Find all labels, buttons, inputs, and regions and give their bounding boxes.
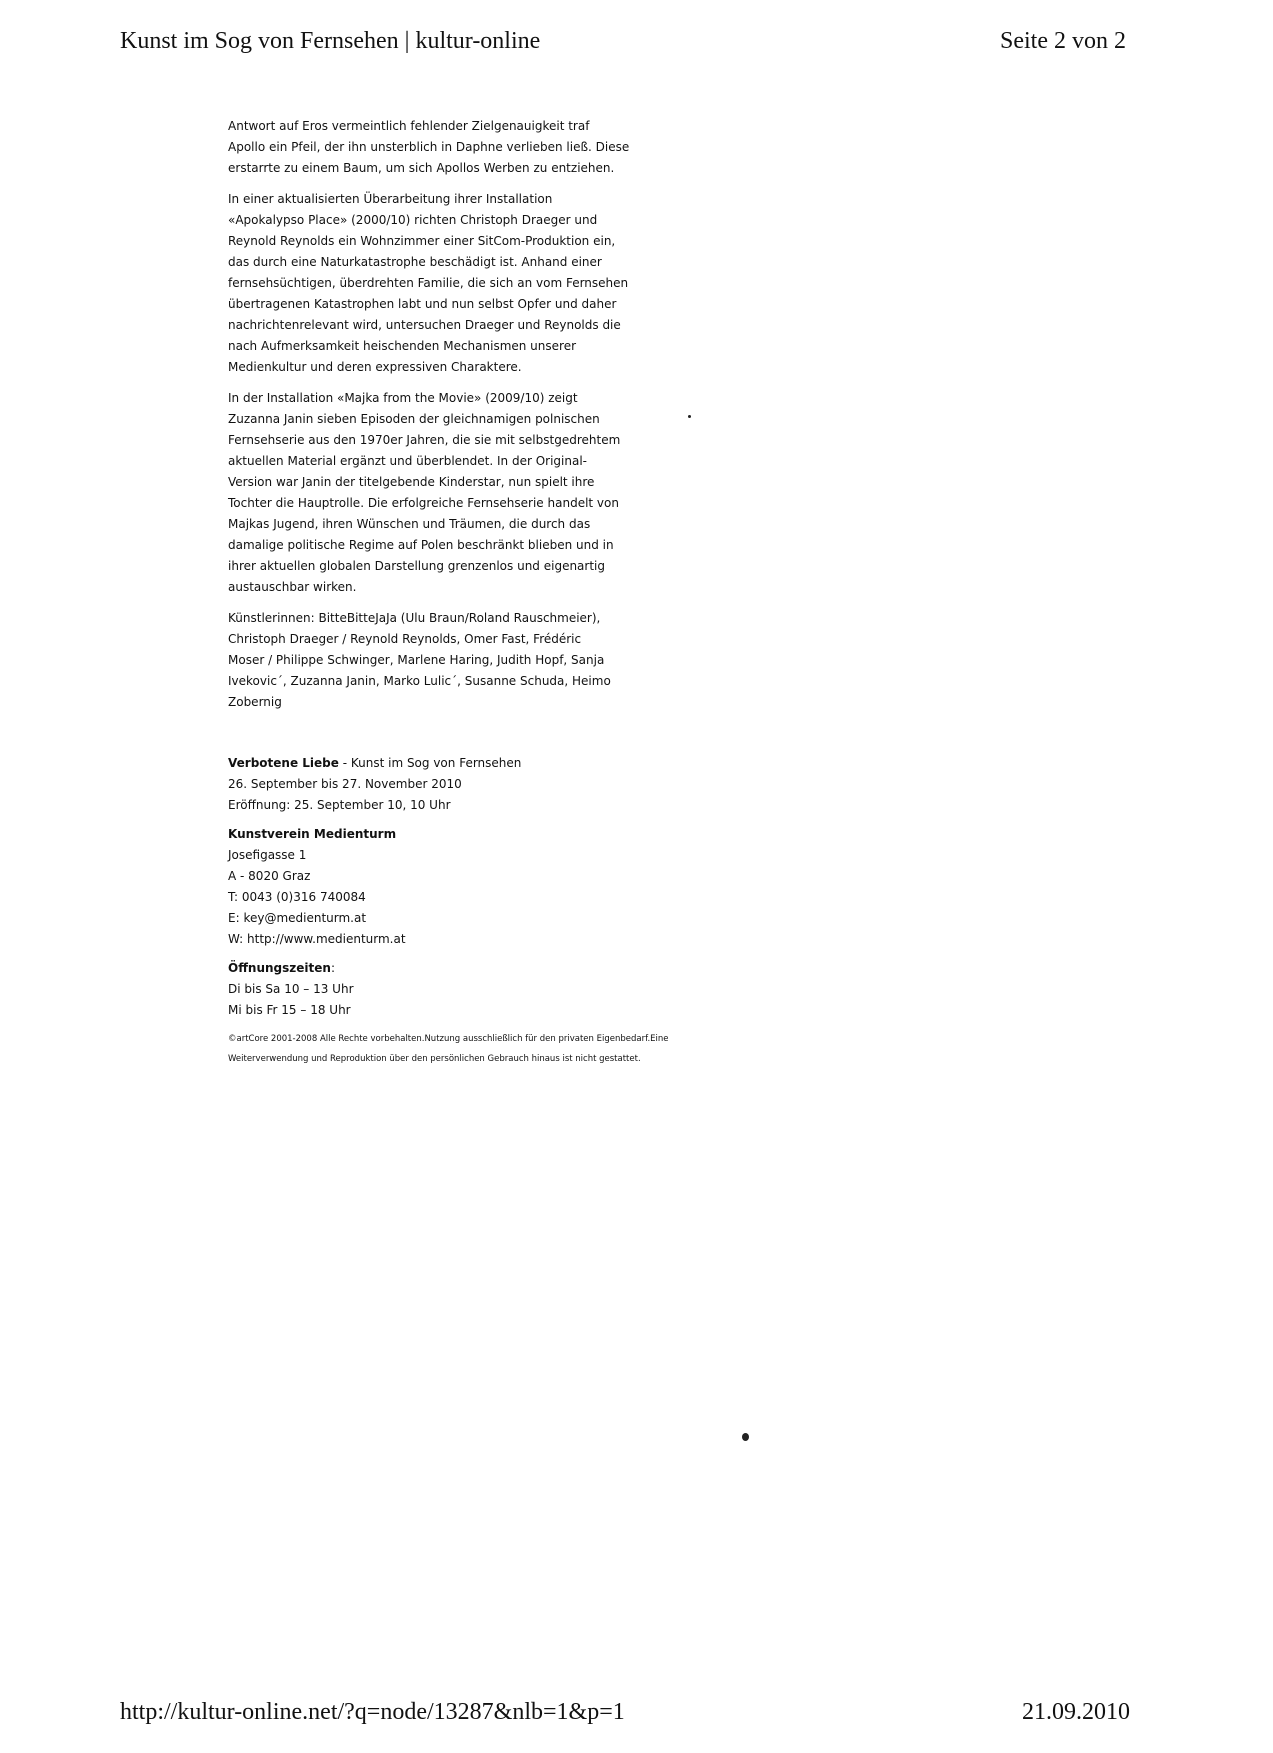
text-line: In der Installation «Majka from the Movie» (2009/10) zeigt (228, 391, 578, 405)
opening-hours-heading (228, 958, 788, 979)
text-line: nachrichtenrelevant wird, untersuchen Draeger und Reynolds die (228, 318, 621, 332)
copyright-line: Weiterverwendung und Reproduktion über den persönlichen Gebrauch hinaus ist nicht gestattet. (228, 1054, 641, 1064)
paragraph-artists (228, 608, 788, 713)
text-line: übertragenen Katastrophen labt und nun selbst Opfer und daher (228, 297, 617, 311)
venue-details (228, 824, 788, 950)
text-line: aktuellen Material ergänzt und überblendet. In der Original- (228, 454, 587, 468)
text-line: In einer aktualisierten Überarbeitung ihrer Installation (228, 192, 553, 206)
text-line: Version war Janin der titelgebende Kinderstar, nun spielt ihre (228, 475, 595, 489)
text-line: Antwort auf Eros vermeintlich fehlender Zielgenauigkeit traf (228, 119, 590, 133)
page-header-title: Kunst im Sog von Fernsehen | kultur-online (120, 28, 541, 54)
venue-name: Kunstverein Medienturm (228, 827, 397, 841)
opening-hours (228, 958, 788, 1021)
text-line: fernsehsüchtigen, überdrehten Familie, die sich an vom Fernsehen (228, 276, 629, 290)
text-line: Ivekovic´, Zuzanna Janin, Marko Lulic´, Susanne Schuda, Heimo (228, 674, 611, 688)
text-line: ihrer aktuellen globalen Darstellung grenzenlos und eigenartig (228, 559, 605, 573)
text-line: Zuzanna Janin sieben Episoden der gleichnamigen polnischen (228, 412, 600, 426)
venue-phone: T: 0043 (0)316 740084 (228, 890, 366, 904)
exhibition-details (228, 753, 788, 816)
text-line: Medienkultur und deren expressiven Charaktere. (228, 360, 522, 374)
opening-hours-label: Öffnungszeiten (228, 961, 331, 975)
exhibition-opening: Eröffnung: 25. September 10, 10 Uhr (228, 798, 451, 812)
text-line: erstarrte zu einem Baum, um sich Apollos Werben zu entziehen. (228, 161, 615, 175)
print-date: 21.09.2010 (1022, 1699, 1130, 1725)
copyright-line: ©artCore 2001-2008 Alle Rechte vorbehalten.Nutzung ausschließlich für den privaten Eigenbedarf.Eine (228, 1034, 669, 1044)
text-line: «Apokalypso Place» (2000/10) richten Christoph Draeger und (228, 213, 598, 227)
exhibition-title (228, 753, 788, 774)
text-line: Majkas Jugend, ihren Wünschen und Träumen, die durch das (228, 517, 591, 531)
venue-web: W: http://www.medienturm.at (228, 932, 406, 946)
exhibition-title-rest: - Kunst im Sog von Fernsehen (338, 756, 522, 770)
text-line: damalige politische Regime auf Polen beschränkt blieben und in (228, 538, 614, 552)
venue-city: A - 8020 Graz (228, 869, 311, 883)
text-line: Apollo ein Pfeil, der ihn unsterblich in Daphne verlieben ließ. Diese (228, 140, 630, 154)
text-line: Zobernig (228, 695, 282, 709)
opening-hours-line: Mi bis Fr 15 – 18 Uhr (228, 1003, 351, 1017)
text-line: Reynold Reynolds ein Wohnzimmer einer SitCom-Produktion ein, (228, 234, 616, 248)
text-line: nach Aufmerksamkeit heischenden Mechanismen unserer (228, 339, 577, 353)
event-info (228, 753, 788, 1069)
paragraph-apollo-daphne (228, 116, 788, 179)
text-line: Künstlerinnen: BitteBitteJaJa (Ulu Braun/Roland Rauschmeier), (228, 611, 601, 625)
venue-email: E: key@medienturm.at (228, 911, 367, 925)
page-number: Seite 2 von 2 (1000, 28, 1126, 54)
opening-hours-line: Di bis Sa 10 – 13 Uhr (228, 982, 354, 996)
copyright-notice (228, 1029, 788, 1069)
paragraph-apokalypso-place (228, 189, 788, 378)
text-line: Christoph Draeger / Reynold Reynolds, Omer Fast, Frédéric (228, 632, 582, 646)
text-line: austauschbar wirken. (228, 580, 357, 594)
text-line: Fernsehserie aus den 1970er Jahren, die sie mit selbstgedrehtem (228, 433, 621, 447)
text-line: Moser / Philippe Schwinger, Marlene Haring, Judith Hopf, Sanja (228, 653, 605, 667)
scan-speck (742, 1433, 749, 1441)
source-url: http://kultur-online.net/?q=node/13287&nlb=1&p=1 (120, 1699, 625, 1725)
venue-street: Josefigasse 1 (228, 848, 307, 862)
text-line: Tochter die Hauptrolle. Die erfolgreiche Fernsehserie handelt von (228, 496, 619, 510)
opening-hours-colon: : (330, 961, 335, 975)
scan-speck (688, 415, 691, 418)
paragraph-majka (228, 388, 788, 598)
exhibition-dates: 26. September bis 27. November 2010 (228, 777, 462, 791)
text-line: das durch eine Naturkatastrophe beschädigt ist. Anhand einer (228, 255, 602, 269)
exhibition-title-bold: Verbotene Liebe (228, 756, 339, 770)
article-body (228, 116, 788, 1069)
